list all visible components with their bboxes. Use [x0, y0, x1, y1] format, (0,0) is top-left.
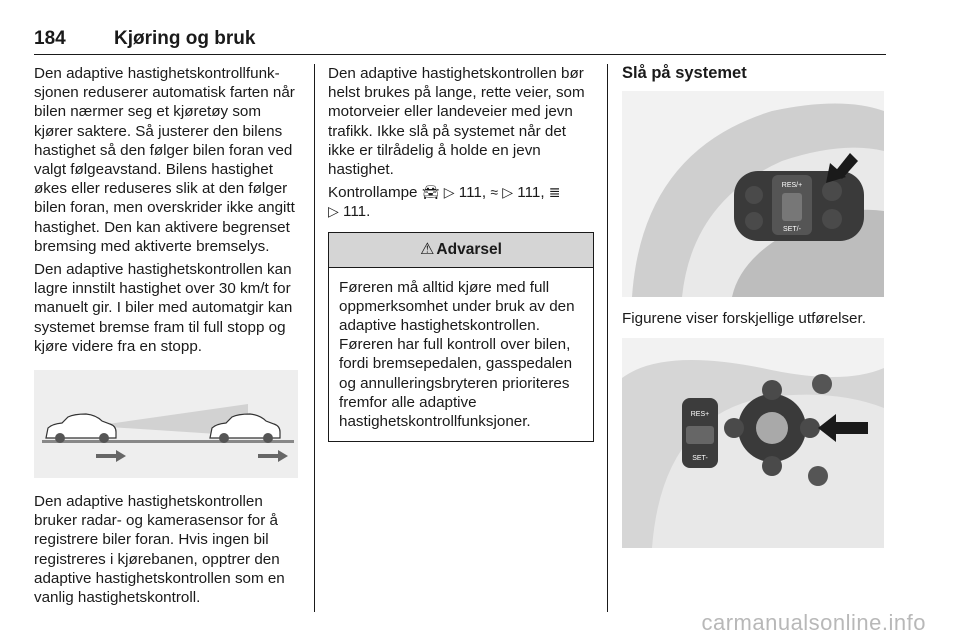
- thumbwheel: [782, 193, 802, 221]
- page-ref: 111.: [343, 203, 371, 221]
- radar-illustration: [34, 370, 298, 478]
- warning-header: [329, 233, 593, 268]
- reference-arrow-icon: ▷: [502, 184, 514, 201]
- lane-icon: [812, 374, 832, 394]
- control-lamp-line: [328, 183, 594, 221]
- set-button-label: SET/-: [783, 226, 801, 234]
- following-distance-icon: ≈: [490, 184, 498, 201]
- rear-car-icon: [46, 414, 116, 443]
- res-button-label: RES+: [690, 411, 710, 419]
- figure-caption: Figurene viser forskjellige utførelser.: [622, 310, 866, 328]
- warning-box: [328, 232, 594, 443]
- set-button-label: SET-: [692, 455, 708, 463]
- watermark: carmanualsonline.info: [701, 610, 926, 635]
- direction-arrow-icon: [96, 450, 126, 462]
- column-divider: [314, 64, 315, 612]
- warning-triangle-icon: ⚠: [420, 240, 435, 258]
- cruise-icon: [745, 212, 763, 230]
- page-header: [34, 28, 886, 55]
- warning-text: Føreren må alltid kjøre med full oppmerksomhet under bruk av den adaptive hastighetskontrollen. Føreren har full kontroll over bilen, fordi bremsepedalen, gasspedalen og annulleringsbryteren prioriteres fremfor alle adaptive hastighetskontrollfunksjoner.: [339, 278, 575, 431]
- adaptive-cruise-icon: [822, 181, 842, 201]
- page-ref: 111,: [458, 184, 487, 202]
- cruise-control-icon: ≣: [548, 184, 561, 201]
- cruise-icon: [724, 418, 744, 438]
- steering-wheel-figure-1: [622, 91, 884, 297]
- warning-title: Advarsel: [436, 240, 502, 258]
- speed-limiter-icon: [745, 186, 763, 204]
- car-icon: 🚘︎: [421, 184, 440, 201]
- vehicle-distance-icon: [808, 466, 828, 486]
- reference-arrow-icon: ▷: [443, 184, 455, 201]
- paragraph: Den adaptive hastighetskontrollfunksjonen reduserer automatisk farten når bilen nærmer seg et kjøretøy som kjører saktere. Så justerer den bilens hastighet så den følger bilen foran ved valgt følgeavstand. Bilens hastighet økes eller reduseres slik at den følger bilen foran, men overskrider ikke angitt hastighet. Den kan aktivere begrenset bremsing med aktiverte bremselys.: [34, 65, 295, 255]
- section-title: Slå på systemet: [622, 64, 747, 82]
- paragraph: Den adaptive hastighetskontrollen kan lagre innstilt hastighet over 30 km/t for manuelt gir. I biler med automatgir kan systemet bremse fram til full stopp og kjøre videre fra en stopp.: [34, 261, 293, 355]
- direction-arrow-icon: [258, 450, 288, 462]
- limiter-icon: [762, 380, 782, 400]
- column-left: [34, 64, 300, 611]
- page-number: 184: [34, 28, 66, 49]
- column-right: [622, 64, 886, 548]
- page-ref: 111,: [517, 184, 545, 202]
- column-divider: [607, 64, 608, 612]
- paragraph: Den adaptive hastighetskontrollen bør helst brukes på lange, rette veier, som motorveier eller landeveier med jevn trafikk. Ikke slå på systemet når det ikke er tilrådelig å holde en jevn hastighet.: [328, 65, 585, 179]
- lamp-prefix: Kontrollampe: [328, 184, 418, 202]
- center-button: [756, 412, 788, 444]
- cancel-icon: [762, 456, 782, 476]
- road-line: [42, 440, 294, 443]
- paragraph: Den adaptive hastighetskontrollen bruker radar- og kamerasensor for å registrere biler foran. Hvis ingen bil registreres i kjørebanen, opptrer den adaptive hastighetskontrollen som en vanlig hastighetskontroll.: [34, 493, 285, 607]
- steering-wheel-figure-2: [622, 338, 884, 548]
- distance-icon: [822, 209, 842, 229]
- reference-arrow-icon: ▷: [328, 203, 339, 220]
- res-button-label: RES/+: [781, 182, 803, 190]
- column-middle: [328, 64, 594, 442]
- chapter-title: Kjøring og bruk: [114, 28, 256, 49]
- adaptive-cruise-icon: [800, 418, 820, 438]
- radar-cars-figure: [34, 370, 298, 478]
